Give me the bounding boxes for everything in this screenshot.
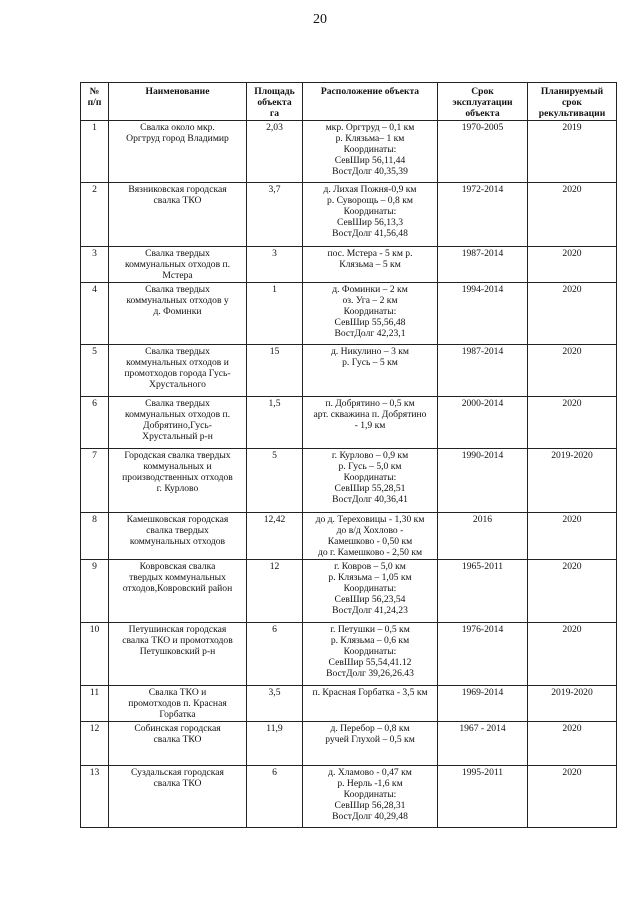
cell-area: 1,5 xyxy=(247,397,303,449)
cell-location xyxy=(303,766,438,828)
header-name-line: Наименование xyxy=(145,86,210,97)
cell-name-line: промотходов п. Красная xyxy=(128,698,227,709)
cell-name-line: свалка твердых xyxy=(146,525,209,536)
header-recult-line: срок xyxy=(562,97,582,108)
cell-recult: 2020 xyxy=(528,513,617,560)
cell-location-line: СевШир 55,56,48 xyxy=(334,317,406,328)
cell-location-line: п. Красная Горбатка - 3,5 км xyxy=(312,687,428,698)
cell-location-line: Координаты: xyxy=(343,206,397,217)
cell-name-line: производственных отходов xyxy=(122,472,233,483)
table-row xyxy=(81,121,617,183)
cell-name-line: г. Курлово xyxy=(156,483,199,494)
cell-name-line: Хрустальный р-н xyxy=(142,431,213,442)
table-row xyxy=(81,513,617,560)
cell-name-line: Горбатка xyxy=(159,709,196,720)
cell-location-line: д. Перебор – 0,8 км xyxy=(330,723,410,734)
cell-term: 1972-2014 xyxy=(438,183,528,247)
cell-name-line: коммунальных отходов у xyxy=(126,295,229,306)
cell-location-line: ручей Глухой – 0,5 км xyxy=(325,734,415,745)
cell-location xyxy=(303,345,438,397)
cell-location-line: СевШир 56,13,3 xyxy=(336,217,404,228)
cell-location-line: р. Гусь – 5,0 км xyxy=(338,461,402,472)
cell-name xyxy=(109,722,247,766)
cell-name-line: Свалка твердых xyxy=(145,398,210,409)
cell-name-line: твердых коммунальных xyxy=(129,572,226,583)
cell-location-line: арт. скважина п. Добрятино xyxy=(313,409,427,420)
cell-location-line: Координаты: xyxy=(343,789,397,800)
cell-area: 3,7 xyxy=(247,183,303,247)
cell-name-line: Свалка твердых xyxy=(145,346,210,357)
cell-recult: 2020 xyxy=(528,623,617,686)
cell-area: 2,03 xyxy=(247,121,303,183)
cell-num: 13 xyxy=(81,766,109,828)
table-row xyxy=(81,247,617,283)
cell-location-line: д. Никулино – 3 км xyxy=(330,346,409,357)
page-number: 20 xyxy=(313,12,327,27)
cell-location-line: ВостДолг 42,23,1 xyxy=(334,328,406,339)
cell-location-line: д. Хламово - 0,47 км xyxy=(328,767,412,778)
cell-area: 6 xyxy=(247,766,303,828)
cell-term: 1987-2014 xyxy=(438,345,528,397)
cell-name xyxy=(109,247,247,283)
cell-location-line: р. Суворощь – 0,8 км xyxy=(327,195,413,206)
cell-location-line: Координаты: xyxy=(343,472,397,483)
cell-location-line: д. Фоминки – 2 км xyxy=(332,284,408,295)
cell-location-line: ВостДолг 41,56,48 xyxy=(332,228,408,239)
cell-name-line: Свалка твердых xyxy=(145,248,210,259)
cell-name xyxy=(109,686,247,722)
cell-recult: 2020 xyxy=(528,345,617,397)
cell-name-line: Ковровская свалка xyxy=(139,561,216,572)
cell-name-line: Петушинская городская xyxy=(128,624,227,635)
cell-location xyxy=(303,449,438,513)
table-row xyxy=(81,766,617,828)
header-location xyxy=(303,83,438,121)
table-row xyxy=(81,560,617,623)
cell-recult: 2020 xyxy=(528,183,617,247)
cell-name-line: свалка ТКО и промотходов xyxy=(122,635,233,646)
table-row xyxy=(81,623,617,686)
cell-name-line: Хрустального xyxy=(149,379,206,390)
cell-num: 4 xyxy=(81,283,109,345)
header-term-line: объекта xyxy=(465,108,500,119)
cell-name xyxy=(109,449,247,513)
cell-recult: 2020 xyxy=(528,247,617,283)
header-term-line: Срок xyxy=(471,86,494,97)
cell-num: 10 xyxy=(81,623,109,686)
cell-term: 1987-2014 xyxy=(438,247,528,283)
cell-location xyxy=(303,247,438,283)
cell-name-line: свалка ТКО xyxy=(153,734,202,745)
cell-location-line: ВостДолг 40,29,48 xyxy=(332,811,408,822)
cell-location-line: СевШир 55,28,51 xyxy=(334,483,406,494)
cell-num: 9 xyxy=(81,560,109,623)
cell-term: 1970-2005 xyxy=(438,121,528,183)
cell-num: 11 xyxy=(81,686,109,722)
cell-recult: 2019-2020 xyxy=(528,449,617,513)
cell-name-line: Городская свалка твердых xyxy=(124,450,231,461)
cell-location xyxy=(303,623,438,686)
cell-location-line: Координаты: xyxy=(343,144,397,155)
cell-location-line: р. Клязьма – 1,05 км xyxy=(328,572,412,583)
cell-recult: 2020 xyxy=(528,766,617,828)
header-term-line: эксплуатации xyxy=(452,97,513,108)
cell-name-line: Оргтруд город Владимир xyxy=(126,133,229,144)
header-recult-line: Планируемый xyxy=(540,86,604,97)
cell-location xyxy=(303,722,438,766)
cell-location-line: - 1,9 км xyxy=(354,420,386,431)
cell-location xyxy=(303,283,438,345)
cell-name xyxy=(109,513,247,560)
cell-num: 12 xyxy=(81,722,109,766)
cell-recult: 2019-2020 xyxy=(528,686,617,722)
cell-location-line: ВостДолг 39,26,26.43 xyxy=(326,668,414,679)
cell-location-line: до г. Камешково - 2,50 км xyxy=(317,547,423,558)
cell-location-line: ВостДолг 40,35,39 xyxy=(332,166,408,177)
header-num xyxy=(81,83,109,121)
cell-name-line: коммунальных и xyxy=(143,461,212,472)
cell-name-line: Свалка ТКО и xyxy=(148,687,207,698)
cell-name-line: Петушковский р-н xyxy=(139,646,216,657)
header-location-line: Расположение объекта xyxy=(320,86,420,97)
cell-location-line: мкр. Оргтруд – 0,1 км xyxy=(325,122,415,133)
table-row xyxy=(81,686,617,722)
landfill-registry-table xyxy=(80,82,617,828)
header-term xyxy=(438,83,528,121)
cell-name xyxy=(109,183,247,247)
cell-term: 1994-2014 xyxy=(438,283,528,345)
header-area-line: га xyxy=(269,108,280,119)
cell-area: 1 xyxy=(247,283,303,345)
cell-location xyxy=(303,183,438,247)
cell-term: 1976-2014 xyxy=(438,623,528,686)
cell-num: 8 xyxy=(81,513,109,560)
table-row xyxy=(81,183,617,247)
cell-location-line: р. Клязьма– 1 км xyxy=(335,133,405,144)
cell-term: 1995-2011 xyxy=(438,766,528,828)
cell-location-line: ВостДолг 41,24,23 xyxy=(332,605,408,616)
cell-term: 1965-2011 xyxy=(438,560,528,623)
table-row xyxy=(81,449,617,513)
cell-name-line: Добрятино,Гусь- xyxy=(143,420,212,431)
header-num-line: № xyxy=(89,86,100,97)
cell-area: 6 xyxy=(247,623,303,686)
cell-name-line: Мстера xyxy=(162,270,193,281)
cell-name-line: д. Фоминки xyxy=(153,306,202,317)
cell-name xyxy=(109,623,247,686)
cell-name-line: свалка ТКО xyxy=(153,778,202,789)
cell-location-line: СевШир 56,11,44 xyxy=(334,155,406,166)
cell-name-line: отходов,Ковровский район xyxy=(122,583,233,594)
cell-term: 1990-2014 xyxy=(438,449,528,513)
cell-location-line: ВостДолг 40,36,41 xyxy=(332,494,408,505)
cell-name-line: промотходов города Гусь- xyxy=(124,368,231,379)
cell-recult: 2019 xyxy=(528,121,617,183)
cell-location-line: г. Курлово – 0,9 км xyxy=(331,450,409,461)
cell-location-line: р. Нерль -1,6 км xyxy=(337,778,403,789)
cell-name xyxy=(109,766,247,828)
cell-num: 1 xyxy=(81,121,109,183)
cell-num: 3 xyxy=(81,247,109,283)
cell-location-line: п. Добрятино – 0,5 км xyxy=(325,398,415,409)
cell-area: 15 xyxy=(247,345,303,397)
cell-location xyxy=(303,513,438,560)
cell-location-line: до д. Тереховицы - 1,30 км xyxy=(315,514,425,525)
cell-name-line: Вязниковская городская xyxy=(128,184,227,195)
table-row xyxy=(81,722,617,766)
cell-location-line: д. Лихая Пожня-0,9 км xyxy=(323,184,417,195)
cell-term: 1969-2014 xyxy=(438,686,528,722)
header-recult-line: рекультивации xyxy=(538,108,606,119)
cell-num: 6 xyxy=(81,397,109,449)
table-row xyxy=(81,397,617,449)
table-row xyxy=(81,345,617,397)
cell-location-line: СевШир 56,28,31 xyxy=(334,800,406,811)
cell-location-line: СевШир 55,54,41.12 xyxy=(328,657,412,668)
cell-location-line: до в/д Хохлово - xyxy=(336,525,404,536)
cell-location-line: Координаты: xyxy=(343,646,397,657)
cell-location-line: г. Петушки – 0,5 км xyxy=(330,624,410,635)
cell-name-line: коммунальных отходов xyxy=(129,536,226,547)
cell-location-line: СевШир 56,23,54 xyxy=(334,594,406,605)
cell-location-line: Камешково - 0,50 км xyxy=(327,536,413,547)
table-row xyxy=(81,283,617,345)
cell-area: 12 xyxy=(247,560,303,623)
header-name xyxy=(109,83,247,121)
cell-area: 3 xyxy=(247,247,303,283)
table-body xyxy=(81,121,617,828)
cell-location-line: Координаты: xyxy=(343,583,397,594)
cell-location-line: р. Клязьма – 0,6 км xyxy=(330,635,410,646)
header-area xyxy=(247,83,303,121)
cell-location-line: г. Ковров – 5,0 км xyxy=(334,561,406,572)
cell-name-line: коммунальных отходов п. xyxy=(124,259,231,270)
cell-recult: 2020 xyxy=(528,283,617,345)
table-header-row xyxy=(81,83,617,121)
cell-name xyxy=(109,345,247,397)
cell-term: 1967 - 2014 xyxy=(438,722,528,766)
cell-name xyxy=(109,283,247,345)
cell-recult: 2020 xyxy=(528,397,617,449)
cell-name xyxy=(109,560,247,623)
cell-name-line: коммунальных отходов п. xyxy=(124,409,231,420)
cell-name xyxy=(109,121,247,183)
cell-term: 2000-2014 xyxy=(438,397,528,449)
cell-name-line: Камешковская городская xyxy=(126,514,229,525)
cell-name-line: Собинская городская xyxy=(134,723,221,734)
cell-name-line: Суздальская городская xyxy=(131,767,224,778)
cell-num: 2 xyxy=(81,183,109,247)
cell-location xyxy=(303,686,438,722)
header-recult xyxy=(528,83,617,121)
cell-area: 5 xyxy=(247,449,303,513)
cell-name-line: Свалка твердых xyxy=(145,284,210,295)
cell-num: 7 xyxy=(81,449,109,513)
cell-location-line: пос. Мстера - 5 км р. xyxy=(327,248,413,259)
cell-area: 11,9 xyxy=(247,722,303,766)
cell-num: 5 xyxy=(81,345,109,397)
cell-area: 3,5 xyxy=(247,686,303,722)
header-num-line: п/п xyxy=(87,97,102,108)
cell-recult: 2020 xyxy=(528,722,617,766)
cell-area: 12,42 xyxy=(247,513,303,560)
cell-location-line: р. Гусь – 5 км xyxy=(342,357,398,368)
cell-location-line: Клязьма – 5 км xyxy=(339,259,401,270)
cell-location-line: оз. Уга – 2 км xyxy=(342,295,398,306)
cell-term: 2016 xyxy=(438,513,528,560)
header-area-line: Площадь xyxy=(254,86,295,97)
cell-name-line: коммунальных отходов и xyxy=(126,357,229,368)
cell-name-line: Свалка около мкр. xyxy=(140,122,215,133)
cell-location-line: Координаты: xyxy=(343,306,397,317)
cell-location xyxy=(303,121,438,183)
header-area-line: объекта xyxy=(257,97,292,108)
cell-location xyxy=(303,560,438,623)
cell-name xyxy=(109,397,247,449)
cell-location xyxy=(303,397,438,449)
cell-name-line: свалка ТКО xyxy=(153,195,202,206)
cell-recult: 2020 xyxy=(528,560,617,623)
